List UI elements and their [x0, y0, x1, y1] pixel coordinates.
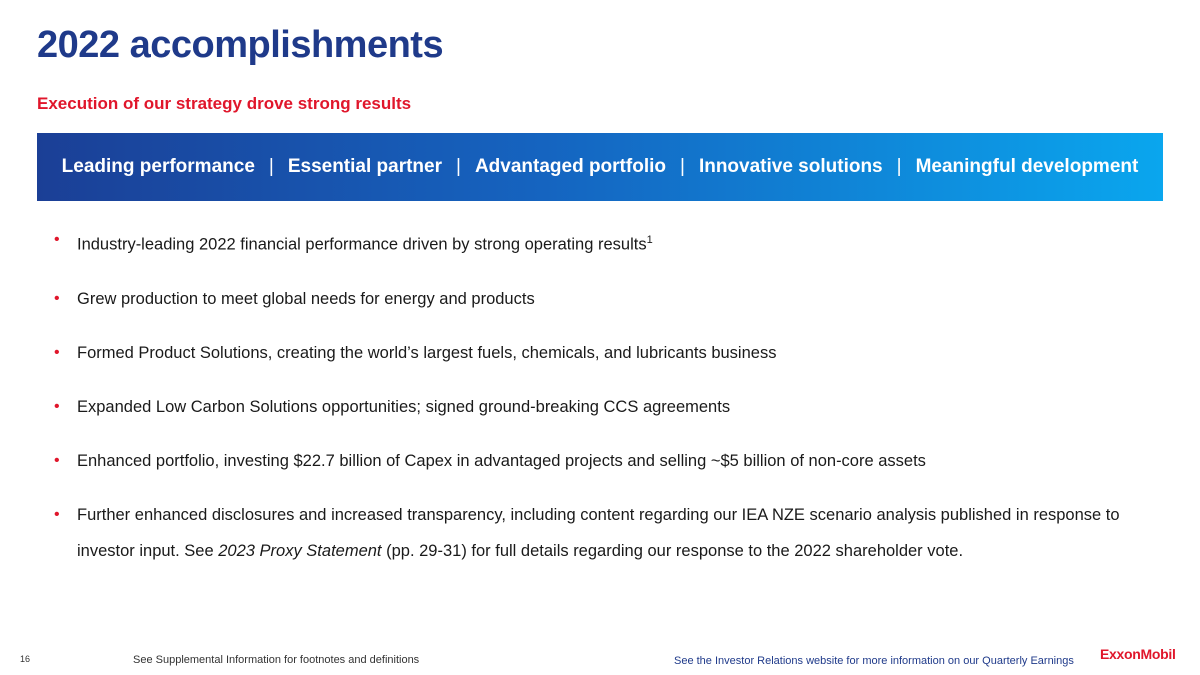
- banner-item-leading-performance: Leading performance: [61, 156, 255, 177]
- bullet-text: Enhanced portfolio, investing $22.7 billion of Capex in advantaged projects and selling ~$5 billion of non-core assets: [77, 451, 926, 470]
- banner-item-meaningful-development: Meaningful development: [915, 156, 1139, 177]
- bullet-icon: •: [54, 397, 60, 415]
- banner-separator: |: [268, 156, 274, 177]
- bullet-icon: •: [54, 505, 60, 523]
- banner-separator: |: [896, 156, 902, 177]
- page-title: 2022 accomplishments: [37, 24, 444, 66]
- list-item: [54, 335, 1154, 371]
- bullet-text: Expanded Low Carbon Solutions opportunities; signed ground-breaking CCS agreements: [77, 397, 731, 416]
- banner-item-innovative-solutions: Innovative solutions: [698, 156, 883, 177]
- list-item: [54, 389, 1154, 425]
- exxonmobil-logo: ExxonMobil: [1100, 646, 1176, 662]
- pillars-banner: [37, 133, 1163, 201]
- proxy-statement-title: 2023 Proxy Statement: [218, 541, 382, 560]
- footnote-marker: 1: [646, 234, 653, 246]
- bullet-icon: •: [54, 289, 60, 307]
- footnote-reference: See Supplemental Information for footnotes and definitions: [133, 654, 420, 666]
- bullet-icon: •: [54, 451, 60, 469]
- accomplishments-list: [54, 222, 1154, 587]
- bullet-text: Grew production to meet global needs for energy and products: [77, 289, 535, 308]
- page-subtitle: Execution of our strategy drove strong results: [37, 94, 412, 113]
- banner-item-essential-partner: Essential partner: [287, 156, 442, 177]
- bullet-text: Further enhanced disclosures and increased transparency, including content regarding our IEA NZE scenario analysis published in response to investor input. See: [77, 505, 1120, 560]
- list-item: [54, 222, 1154, 263]
- bullet-text: (pp. 29-31) for full details regarding our response to the 2022 shareholder vote.: [381, 541, 964, 560]
- list-item: [54, 281, 1154, 317]
- bullet-icon: •: [54, 231, 60, 248]
- banner-separator: |: [680, 156, 685, 177]
- list-item: [54, 497, 1154, 569]
- banner-separator: |: [456, 156, 461, 177]
- page-number: 16: [20, 654, 31, 664]
- banner-item-advantaged-portfolio: Advantaged portfolio: [474, 156, 666, 177]
- bullet-text: Formed Product Solutions, creating the world’s largest fuels, chemicals, and lubricants business: [77, 343, 777, 362]
- investor-relations-note: See the Investor Relations website for more information on our Quarterly Earnings: [674, 655, 1074, 667]
- bullet-icon: •: [54, 343, 60, 361]
- list-item: [54, 443, 1154, 479]
- bullet-text: Industry-leading 2022 financial performance driven by strong operating results: [77, 235, 647, 254]
